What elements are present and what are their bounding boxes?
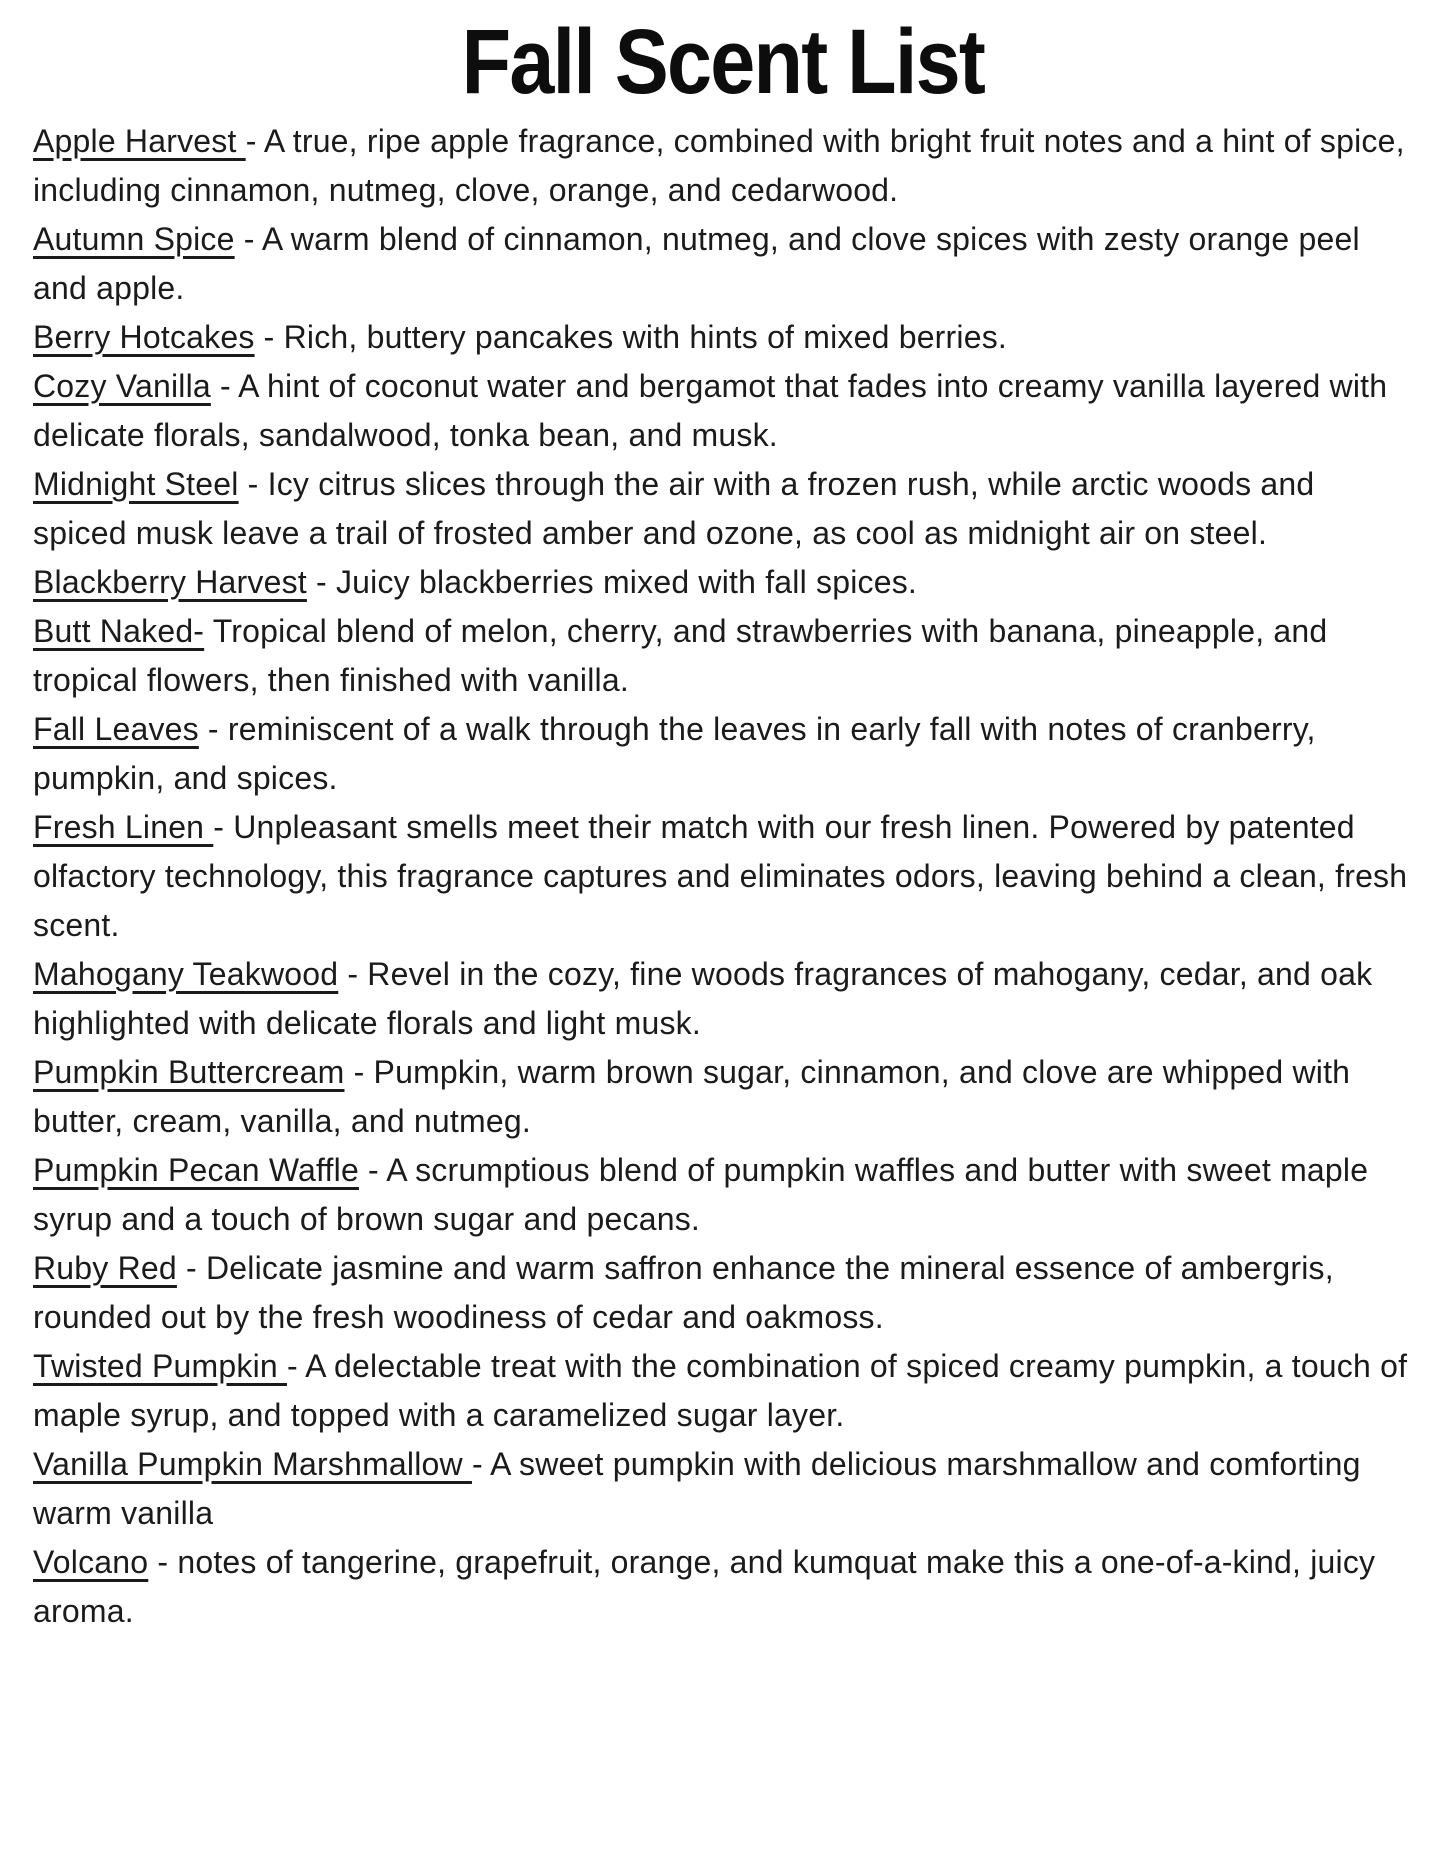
- scent-description: A scrumptious blend of pumpkin waffles and butter with sweet maple syrup and a touch of brown sugar and pecans.: [33, 1151, 1378, 1237]
- scent-entry: [33, 1440, 1412, 1538]
- scent-description: Rich, buttery pancakes with hints of mixed berries.: [283, 318, 1007, 355]
- scent-name: Butt Naked-: [33, 612, 205, 649]
- scent-description: A warm blend of cinnamon, nutmeg, and clove spices with zesty orange peel and apple.: [33, 220, 1369, 306]
- scent-separator: -: [176, 1249, 206, 1286]
- scent-entry: [33, 1146, 1412, 1244]
- scent-entry: [33, 607, 1412, 705]
- scent-name: Blackberry Harvest: [33, 563, 307, 600]
- scent-separator: -: [338, 955, 368, 992]
- scent-name: Mahogany Teakwood: [33, 955, 339, 992]
- scent-description: Unpleasant smells meet their match with our fresh linen. Powered by patented olfactory technology, this fragrance captures and eliminates odors, leaving behind a clean, fresh scent.: [33, 808, 1417, 943]
- scent-entry: [33, 1048, 1412, 1146]
- scent-description: reminiscent of a walk through the leaves in early fall with notes of cranberry, pumpkin, and spices.: [33, 710, 1325, 796]
- scent-separator: -: [210, 367, 239, 404]
- scent-description: A delectable treat with the combination of spiced creamy pumpkin, a touch of maple syrup, and topped with a caramelized sugar layer.: [33, 1347, 1417, 1433]
- scent-entry: [33, 558, 1412, 607]
- scent-name: Midnight Steel: [33, 465, 239, 502]
- scent-separator: -: [213, 808, 234, 845]
- scent-name: Pumpkin Buttercream: [33, 1053, 345, 1090]
- scent-separator: -: [306, 563, 336, 600]
- scent-name: Fresh Linen: [33, 808, 214, 845]
- scent-separator: -: [234, 220, 262, 257]
- scent-entry: [33, 117, 1412, 215]
- scent-name: Berry Hotcakes: [33, 318, 255, 355]
- scent-separator: -: [148, 1543, 178, 1580]
- scent-entry: [33, 950, 1412, 1048]
- scent-name: Volcano: [33, 1543, 149, 1580]
- scent-description: A true, ripe apple fragrance, combined with bright fruit notes and a hint of spice, including cinnamon, nutmeg, clove, orange, and cedarwood.: [33, 122, 1414, 208]
- scent-entry: [33, 215, 1412, 313]
- scent-name: Fall Leaves: [33, 710, 199, 747]
- scent-separator: -: [245, 122, 264, 159]
- page-title: [33, 11, 1412, 113]
- scent-entry: [33, 362, 1412, 460]
- scent-entry: [33, 705, 1412, 803]
- scent-name: Autumn Spice: [33, 220, 235, 257]
- scent-list: [33, 117, 1417, 1636]
- scent-separator: -: [254, 318, 284, 355]
- scent-separator: -: [198, 710, 228, 747]
- scent-description: A sweet pumpkin with delicious marshmallow and comforting warm vanilla: [33, 1445, 1370, 1531]
- scent-entry: [33, 1538, 1412, 1636]
- scent-separator: -: [238, 465, 268, 502]
- scent-separator: -: [471, 1445, 491, 1482]
- scent-description: Tropical blend of melon, cherry, and strawberries with banana, pineapple, and tropical flowers, then finished with vanilla.: [33, 612, 1337, 698]
- scent-description: Icy citrus slices through the air with a frozen rush, while arctic woods and spiced musk leave a trail of frosted amber and ozone, as cool as midnight air on steel.: [33, 465, 1324, 551]
- scent-entry: [33, 460, 1412, 558]
- scent-name: Pumpkin Pecan Waffle: [33, 1151, 359, 1188]
- scent-name: Vanilla Pumpkin Marshmallow: [33, 1445, 472, 1482]
- scent-entry: [33, 1342, 1417, 1440]
- scent-separator: -: [358, 1151, 387, 1188]
- scent-entry: [33, 803, 1417, 950]
- scent-name: Cozy Vanilla: [33, 367, 211, 404]
- scent-description: A hint of coconut water and bergamot that fades into creamy vanilla layered with delicate florals, sandalwood, tonka bean, and musk.: [33, 367, 1397, 453]
- scent-name: Twisted Pumpkin: [33, 1347, 287, 1384]
- scent-description: Revel in the cozy, fine woods fragrances of mahogany, cedar, and oak highlighted with delicate florals and light musk.: [33, 955, 1382, 1041]
- scent-separator: -: [344, 1053, 374, 1090]
- scent-entry: [33, 1244, 1412, 1342]
- scent-description: Delicate jasmine and warm saffron enhance the mineral essence of ambergris, rounded out by the fresh woodiness of cedar and oakmoss.: [33, 1249, 1343, 1335]
- scent-entry: [33, 313, 1412, 362]
- page-title-text: Fall Scent List: [461, 11, 984, 113]
- scent-name: Apple Harvest: [33, 122, 246, 159]
- scent-description: Pumpkin, warm brown sugar, cinnamon, and clove are whipped with butter, cream, vanilla, and nutmeg.: [33, 1053, 1360, 1139]
- scent-separator: -: [286, 1347, 306, 1384]
- scent-description: Juicy blackberries mixed with fall spices.: [335, 563, 917, 600]
- scent-separator: [204, 613, 213, 649]
- scent-name: Ruby Red: [33, 1249, 177, 1286]
- scent-description: notes of tangerine, grapefruit, orange, and kumquat make this a one-of-a-kind, juicy aroma.: [33, 1543, 1385, 1629]
